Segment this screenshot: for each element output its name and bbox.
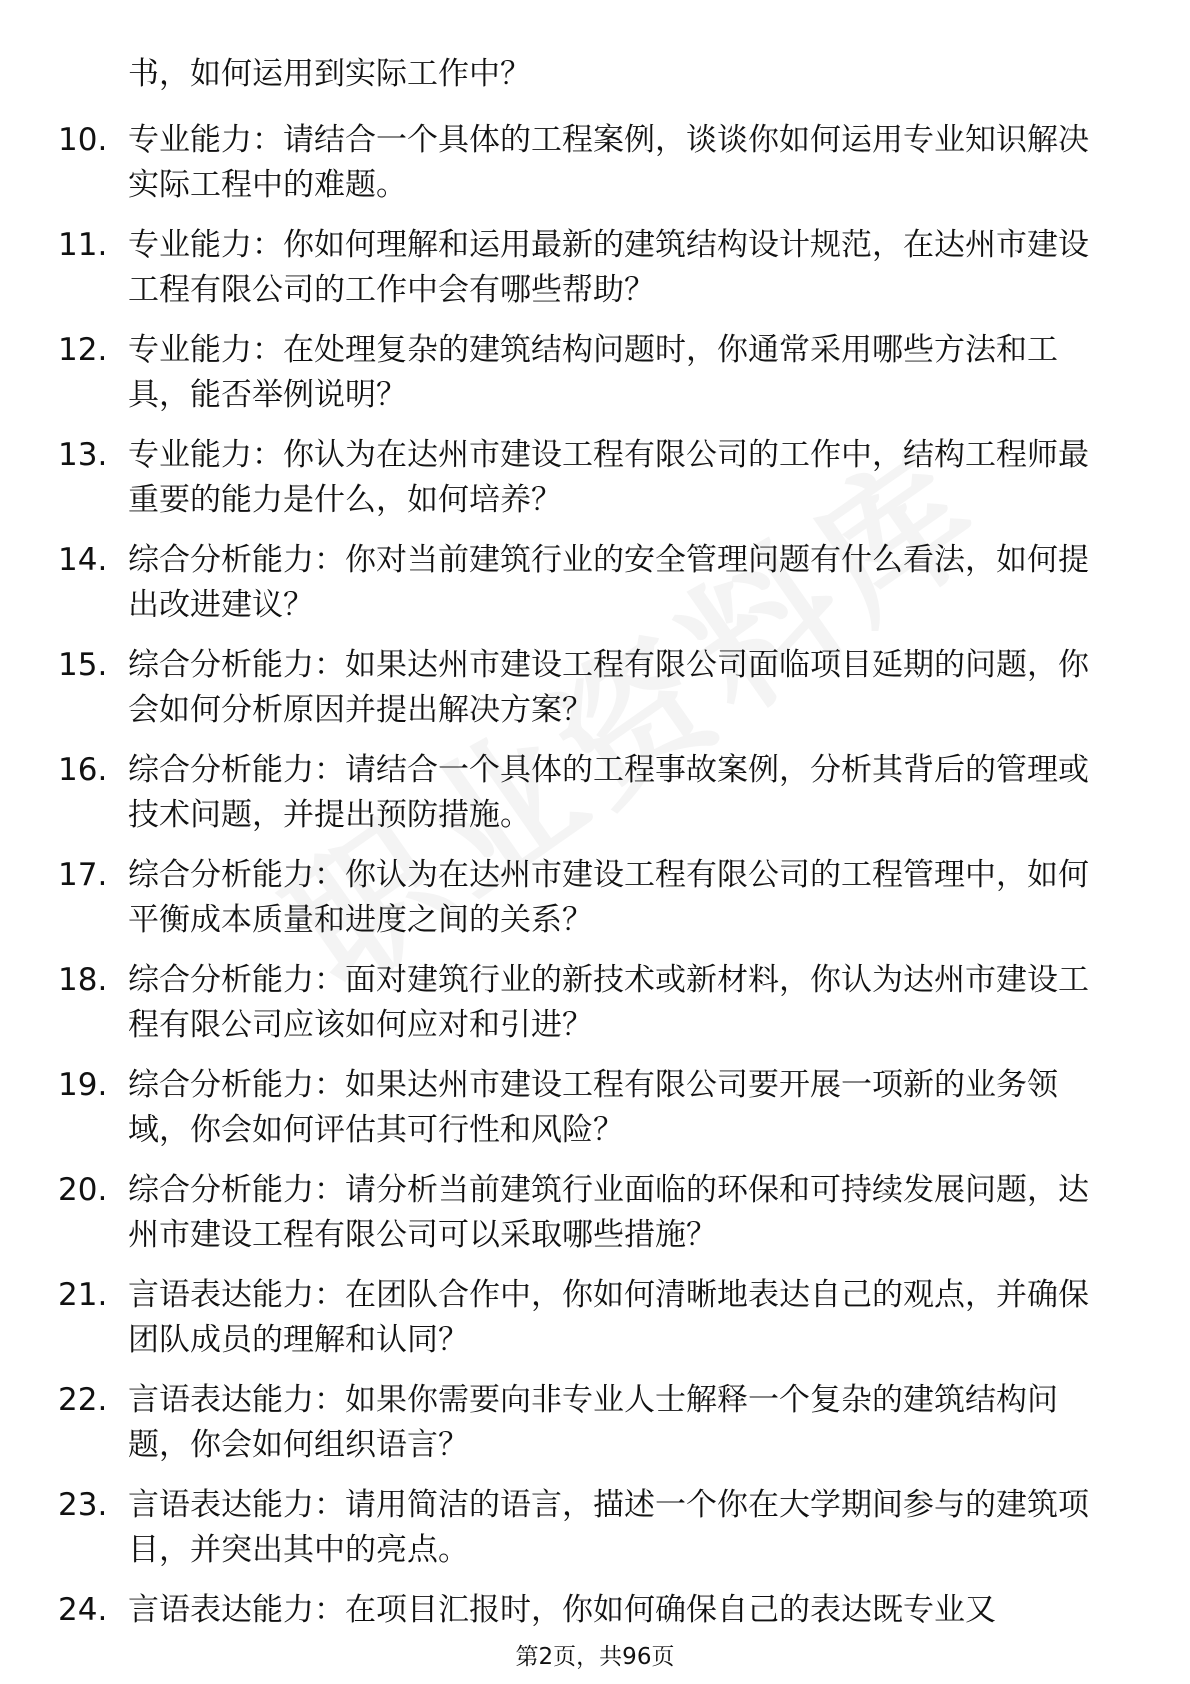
list-item: [0, 433, 1190, 523]
list-item: [0, 643, 1190, 733]
item-text: 专业能力：在处理复杂的建筑结构问题时，你通常采用哪些方法和工具，能否举例说明？: [128, 332, 1058, 413]
item-number: 20.: [58, 1172, 108, 1208]
item-number: 15.: [58, 647, 108, 683]
item-text: 综合分析能力：你认为在达州市建设工程有限公司的工程管理中，如何平衡成本质量和进度之间的关系？: [128, 857, 1089, 938]
item-text: 综合分析能力：如果达州市建设工程有限公司面临项目延期的问题，你会如何分析原因并提出解决方案？: [128, 647, 1089, 728]
item-number: 11.: [58, 227, 108, 263]
list-item: [0, 958, 1190, 1048]
item-number: 24.: [58, 1592, 108, 1628]
list-item: [0, 1273, 1190, 1363]
item-text: 综合分析能力：请分析当前建筑行业面临的环保和可持续发展问题，达州市建设工程有限公司可以采取哪些措施？: [128, 1172, 1089, 1253]
item-text: 专业能力：你如何理解和运用最新的建筑结构设计规范，在达州市建设工程有限公司的工作中会有哪些帮助？: [128, 227, 1089, 308]
list-item: [0, 1063, 1190, 1153]
item-number: 13.: [58, 437, 108, 473]
item-number: 10.: [58, 122, 108, 158]
item-text: 言语表达能力：在项目汇报时，你如何确保自己的表达既专业又: [128, 1592, 996, 1628]
item-text: 专业能力：你认为在达州市建设工程有限公司的工作中，结构工程师最重要的能力是什么，如何培养？: [128, 437, 1089, 518]
item-text: 言语表达能力：如果你需要向非专业人士解释一个复杂的建筑结构问题，你会如何组织语言？: [128, 1382, 1058, 1463]
item-number: 17.: [58, 857, 108, 893]
list-item: [0, 538, 1190, 628]
list-item: [0, 1378, 1190, 1468]
item-number: 22.: [58, 1382, 108, 1418]
item-text: 综合分析能力：面对建筑行业的新技术或新材料，你认为达州市建设工程有限公司应该如何应对和引进？: [128, 962, 1089, 1043]
item-number: 16.: [58, 752, 108, 788]
item-number: 21.: [58, 1277, 108, 1313]
item-number: 19.: [58, 1067, 108, 1103]
list-item: [0, 1588, 1190, 1633]
item-number: 12.: [58, 332, 108, 368]
item-text: 言语表达能力：请用简洁的语言，描述一个你在大学期间参与的建筑项目，并突出其中的亮点。: [128, 1487, 1089, 1568]
list-item: [0, 853, 1190, 943]
list-item: [0, 748, 1190, 838]
question-list: [0, 118, 1190, 1648]
item-number: 14.: [58, 542, 108, 578]
item-text: 综合分析能力：请结合一个具体的工程事故案例，分析其背后的管理或技术问题，并提出预防措施。: [128, 752, 1089, 833]
list-item: [0, 1168, 1190, 1258]
list-item: [0, 328, 1190, 418]
item-text: 专业能力：请结合一个具体的工程案例，谈谈你如何运用专业知识解决实际工程中的难题。: [128, 122, 1089, 203]
item-text: 综合分析能力：如果达州市建设工程有限公司要开展一项新的业务领域，你会如何评估其可行性和风险？: [128, 1067, 1058, 1148]
item-number: 23.: [58, 1487, 108, 1523]
item-text: 言语表达能力：在团队合作中，你如何清晰地表达自己的观点，并确保团队成员的理解和认同？: [128, 1277, 1089, 1358]
list-item: [0, 223, 1190, 313]
continuation-text: 书，如何运用到实际工作中？: [128, 56, 531, 92]
item-number: 18.: [58, 962, 108, 998]
page-footer: 第2页，共96页: [515, 1644, 675, 1670]
list-item: [0, 118, 1190, 208]
list-item: [0, 1483, 1190, 1573]
item-text: 综合分析能力：你对当前建筑行业的安全管理问题有什么看法，如何提出改进建议？: [128, 542, 1089, 623]
